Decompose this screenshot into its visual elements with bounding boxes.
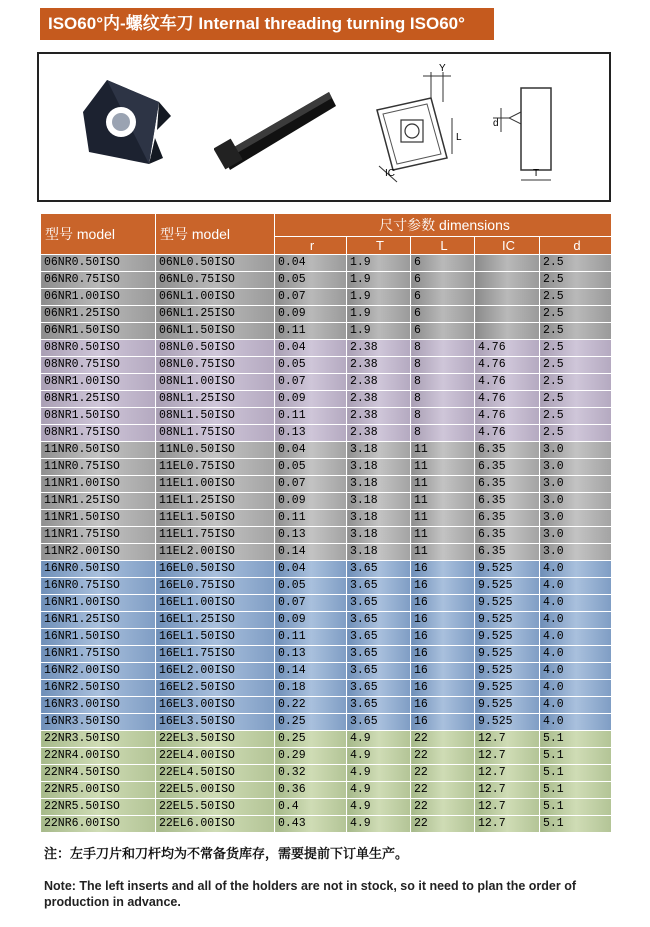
header-dimensions: 尺寸参数 dimensions bbox=[275, 214, 612, 237]
cell-l: 16 bbox=[411, 578, 475, 595]
table-row bbox=[41, 799, 612, 816]
cell-r: 0.04 bbox=[275, 561, 347, 578]
cell-model-right: 22NR3.50ISO bbox=[41, 731, 156, 748]
table-row bbox=[41, 731, 612, 748]
cell-model-left: 16EL3.00ISO bbox=[156, 697, 275, 714]
cell-model-right: 11NR1.75ISO bbox=[41, 527, 156, 544]
cell-ic: 12.7 bbox=[475, 731, 540, 748]
cell-ic: 4.76 bbox=[475, 357, 540, 374]
cell-model-right: 16NR0.75ISO bbox=[41, 578, 156, 595]
table-row bbox=[41, 748, 612, 765]
cell-t: 1.9 bbox=[347, 272, 411, 289]
cell-r: 0.4 bbox=[275, 799, 347, 816]
cell-model-left: 06NL1.50ISO bbox=[156, 323, 275, 340]
cell-d: 2.5 bbox=[540, 323, 612, 340]
cell-r: 0.29 bbox=[275, 748, 347, 765]
cell-ic bbox=[475, 306, 540, 323]
cell-t: 3.18 bbox=[347, 493, 411, 510]
cell-model-left: 16EL1.50ISO bbox=[156, 629, 275, 646]
table-row bbox=[41, 442, 612, 459]
cell-model-left: 16EL0.50ISO bbox=[156, 561, 275, 578]
cell-model-left: 11EL1.25ISO bbox=[156, 493, 275, 510]
cell-r: 0.09 bbox=[275, 306, 347, 323]
cell-model-right: 11NR0.50ISO bbox=[41, 442, 156, 459]
cell-l: 11 bbox=[411, 493, 475, 510]
cell-t: 1.9 bbox=[347, 323, 411, 340]
cell-d: 3.0 bbox=[540, 544, 612, 561]
threading-insert-image bbox=[79, 72, 179, 172]
cell-r: 0.09 bbox=[275, 391, 347, 408]
cell-model-right: 22NR4.00ISO bbox=[41, 748, 156, 765]
cell-ic: 6.35 bbox=[475, 442, 540, 459]
table-row bbox=[41, 306, 612, 323]
cell-r: 0.05 bbox=[275, 459, 347, 476]
cell-model-right: 16NR2.50ISO bbox=[41, 680, 156, 697]
header-d: d bbox=[540, 237, 612, 255]
cell-l: 22 bbox=[411, 765, 475, 782]
cell-ic: 4.76 bbox=[475, 340, 540, 357]
cell-d: 3.0 bbox=[540, 527, 612, 544]
cell-ic: 4.76 bbox=[475, 391, 540, 408]
cell-r: 0.14 bbox=[275, 663, 347, 680]
cell-model-left: 16EL2.50ISO bbox=[156, 680, 275, 697]
cell-r: 0.07 bbox=[275, 476, 347, 493]
cell-l: 6 bbox=[411, 272, 475, 289]
cell-model-right: 06NR0.50ISO bbox=[41, 255, 156, 272]
note-chinese: 注：左手刀片和刀杆均为不常备货库存，需要提前下订单生产。 bbox=[44, 847, 409, 862]
cell-model-left: 11EL1.75ISO bbox=[156, 527, 275, 544]
cell-ic bbox=[475, 272, 540, 289]
tool-holder-image bbox=[214, 84, 339, 179]
cell-t: 3.65 bbox=[347, 595, 411, 612]
cell-model-left: 22EL5.50ISO bbox=[156, 799, 275, 816]
cell-l: 8 bbox=[411, 374, 475, 391]
cell-d: 2.5 bbox=[540, 374, 612, 391]
label-y: Y bbox=[439, 63, 446, 74]
cell-model-right: 16NR3.00ISO bbox=[41, 697, 156, 714]
cell-ic: 9.525 bbox=[475, 578, 540, 595]
cell-ic: 9.525 bbox=[475, 561, 540, 578]
cell-d: 4.0 bbox=[540, 680, 612, 697]
cell-t: 1.9 bbox=[347, 255, 411, 272]
table-row bbox=[41, 697, 612, 714]
cell-model-right: 16NR0.50ISO bbox=[41, 561, 156, 578]
table-row bbox=[41, 323, 612, 340]
cell-d: 2.5 bbox=[540, 391, 612, 408]
cell-r: 0.07 bbox=[275, 374, 347, 391]
cell-t: 2.38 bbox=[347, 391, 411, 408]
cell-l: 11 bbox=[411, 442, 475, 459]
cell-d: 4.0 bbox=[540, 612, 612, 629]
cell-d: 3.0 bbox=[540, 510, 612, 527]
cell-model-left: 16EL2.00ISO bbox=[156, 663, 275, 680]
cell-l: 22 bbox=[411, 816, 475, 833]
table-row bbox=[41, 782, 612, 799]
cell-l: 11 bbox=[411, 459, 475, 476]
page-title: ISO60°内-螺纹车刀 Internal threading turning ISO60° bbox=[40, 8, 494, 40]
cell-t: 3.65 bbox=[347, 697, 411, 714]
cell-t: 3.18 bbox=[347, 544, 411, 561]
cell-l: 8 bbox=[411, 357, 475, 374]
cell-model-left: 22EL4.50ISO bbox=[156, 765, 275, 782]
cell-d: 2.5 bbox=[540, 340, 612, 357]
cell-t: 2.38 bbox=[347, 340, 411, 357]
cell-r: 0.11 bbox=[275, 408, 347, 425]
cell-t: 3.65 bbox=[347, 612, 411, 629]
cell-model-right: 22NR5.50ISO bbox=[41, 799, 156, 816]
cell-model-left: 08NL1.25ISO bbox=[156, 391, 275, 408]
table-row bbox=[41, 425, 612, 442]
cell-r: 0.04 bbox=[275, 442, 347, 459]
cell-ic: 6.35 bbox=[475, 544, 540, 561]
header-model-right: 型号 model bbox=[41, 214, 156, 255]
cell-l: 6 bbox=[411, 289, 475, 306]
cell-t: 3.65 bbox=[347, 663, 411, 680]
cell-l: 16 bbox=[411, 646, 475, 663]
cell-l: 11 bbox=[411, 527, 475, 544]
label-l: L bbox=[456, 132, 462, 143]
cell-ic: 6.35 bbox=[475, 510, 540, 527]
cell-t: 3.18 bbox=[347, 527, 411, 544]
cell-l: 6 bbox=[411, 306, 475, 323]
cell-model-right: 08NR0.50ISO bbox=[41, 340, 156, 357]
cell-t: 3.65 bbox=[347, 714, 411, 731]
cell-model-right: 22NR5.00ISO bbox=[41, 782, 156, 799]
table-row bbox=[41, 391, 612, 408]
table-row bbox=[41, 714, 612, 731]
table-row bbox=[41, 289, 612, 306]
cell-ic: 12.7 bbox=[475, 816, 540, 833]
cell-r: 0.36 bbox=[275, 782, 347, 799]
cell-d: 2.5 bbox=[540, 357, 612, 374]
cell-model-right: 16NR1.50ISO bbox=[41, 629, 156, 646]
cell-l: 16 bbox=[411, 697, 475, 714]
cell-model-left: 11EL1.00ISO bbox=[156, 476, 275, 493]
cell-ic: 6.35 bbox=[475, 527, 540, 544]
cell-model-right: 11NR2.00ISO bbox=[41, 544, 156, 561]
table-row bbox=[41, 578, 612, 595]
cell-l: 8 bbox=[411, 408, 475, 425]
cell-model-left: 08NL1.00ISO bbox=[156, 374, 275, 391]
cell-r: 0.11 bbox=[275, 510, 347, 527]
table-row bbox=[41, 459, 612, 476]
cell-t: 3.65 bbox=[347, 578, 411, 595]
cell-r: 0.07 bbox=[275, 289, 347, 306]
cell-r: 0.05 bbox=[275, 272, 347, 289]
cell-model-left: 11EL2.00ISO bbox=[156, 544, 275, 561]
cell-d: 5.1 bbox=[540, 782, 612, 799]
cell-model-left: 11EL0.75ISO bbox=[156, 459, 275, 476]
table-row bbox=[41, 272, 612, 289]
cell-d: 4.0 bbox=[540, 629, 612, 646]
cell-l: 22 bbox=[411, 731, 475, 748]
cell-l: 16 bbox=[411, 595, 475, 612]
cell-model-right: 08NR0.75ISO bbox=[41, 357, 156, 374]
cell-t: 3.65 bbox=[347, 646, 411, 663]
cell-r: 0.13 bbox=[275, 527, 347, 544]
cell-d: 2.5 bbox=[540, 272, 612, 289]
cell-l: 6 bbox=[411, 323, 475, 340]
cell-l: 22 bbox=[411, 799, 475, 816]
table-body bbox=[41, 255, 612, 833]
cell-t: 3.18 bbox=[347, 442, 411, 459]
cell-model-left: 11EL1.50ISO bbox=[156, 510, 275, 527]
table-row bbox=[41, 408, 612, 425]
cell-model-right: 11NR0.75ISO bbox=[41, 459, 156, 476]
cell-l: 6 bbox=[411, 255, 475, 272]
table-row bbox=[41, 544, 612, 561]
cell-model-right: 08NR1.00ISO bbox=[41, 374, 156, 391]
cell-ic: 9.525 bbox=[475, 646, 540, 663]
cell-ic: 9.525 bbox=[475, 697, 540, 714]
cell-model-left: 22EL3.50ISO bbox=[156, 731, 275, 748]
cell-r: 0.22 bbox=[275, 697, 347, 714]
cell-d: 5.1 bbox=[540, 816, 612, 833]
cell-model-right: 06NR0.75ISO bbox=[41, 272, 156, 289]
cell-d: 5.1 bbox=[540, 731, 612, 748]
table-row bbox=[41, 629, 612, 646]
cell-l: 16 bbox=[411, 612, 475, 629]
cell-ic: 9.525 bbox=[475, 663, 540, 680]
table-row bbox=[41, 595, 612, 612]
cell-t: 3.65 bbox=[347, 680, 411, 697]
table-row bbox=[41, 663, 612, 680]
cell-r: 0.09 bbox=[275, 493, 347, 510]
cell-l: 8 bbox=[411, 340, 475, 357]
cell-l: 8 bbox=[411, 425, 475, 442]
cell-d: 5.1 bbox=[540, 765, 612, 782]
cell-r: 0.11 bbox=[275, 323, 347, 340]
cell-d: 3.0 bbox=[540, 442, 612, 459]
cell-model-right: 08NR1.25ISO bbox=[41, 391, 156, 408]
header-model-left: 型号 model bbox=[156, 214, 275, 255]
table-row bbox=[41, 340, 612, 357]
cell-d: 4.0 bbox=[540, 663, 612, 680]
insert-dimension-drawing bbox=[357, 62, 467, 187]
cell-ic: 6.35 bbox=[475, 493, 540, 510]
product-images-panel bbox=[37, 52, 611, 202]
cell-t: 2.38 bbox=[347, 425, 411, 442]
cell-r: 0.13 bbox=[275, 425, 347, 442]
cell-ic bbox=[475, 323, 540, 340]
cell-ic: 9.525 bbox=[475, 629, 540, 646]
cell-t: 1.9 bbox=[347, 306, 411, 323]
cell-d: 3.0 bbox=[540, 493, 612, 510]
cell-model-left: 16EL1.00ISO bbox=[156, 595, 275, 612]
table-row bbox=[41, 476, 612, 493]
cell-model-left: 22EL5.00ISO bbox=[156, 782, 275, 799]
cell-l: 11 bbox=[411, 544, 475, 561]
cell-t: 3.18 bbox=[347, 476, 411, 493]
cell-model-left: 08NL1.75ISO bbox=[156, 425, 275, 442]
cell-t: 4.9 bbox=[347, 748, 411, 765]
side-view-drawing bbox=[479, 76, 589, 191]
cell-l: 22 bbox=[411, 782, 475, 799]
cell-l: 8 bbox=[411, 391, 475, 408]
table-row bbox=[41, 510, 612, 527]
cell-t: 2.38 bbox=[347, 374, 411, 391]
cell-ic: 12.7 bbox=[475, 748, 540, 765]
cell-l: 11 bbox=[411, 476, 475, 493]
cell-d: 3.0 bbox=[540, 476, 612, 493]
cell-model-left: 16EL1.75ISO bbox=[156, 646, 275, 663]
cell-l: 16 bbox=[411, 714, 475, 731]
cell-model-left: 16EL0.75ISO bbox=[156, 578, 275, 595]
cell-model-left: 11NL0.50ISO bbox=[156, 442, 275, 459]
cell-r: 0.32 bbox=[275, 765, 347, 782]
cell-d: 4.0 bbox=[540, 697, 612, 714]
cell-r: 0.05 bbox=[275, 578, 347, 595]
label-ic: IC bbox=[385, 168, 395, 179]
cell-model-left: 06NL0.75ISO bbox=[156, 272, 275, 289]
cell-t: 4.9 bbox=[347, 816, 411, 833]
cell-model-right: 16NR3.50ISO bbox=[41, 714, 156, 731]
cell-model-left: 08NL0.50ISO bbox=[156, 340, 275, 357]
table-row bbox=[41, 816, 612, 833]
cell-r: 0.09 bbox=[275, 612, 347, 629]
cell-r: 0.14 bbox=[275, 544, 347, 561]
cell-d: 2.5 bbox=[540, 289, 612, 306]
cell-ic: 12.7 bbox=[475, 765, 540, 782]
cell-d: 5.1 bbox=[540, 799, 612, 816]
specification-table bbox=[40, 213, 612, 833]
cell-ic: 12.7 bbox=[475, 799, 540, 816]
cell-r: 0.13 bbox=[275, 646, 347, 663]
cell-t: 3.18 bbox=[347, 459, 411, 476]
cell-r: 0.43 bbox=[275, 816, 347, 833]
header-ic: IC bbox=[475, 237, 540, 255]
cell-t: 1.9 bbox=[347, 289, 411, 306]
note-english: Note: The left inserts and all of the holders are not in stock, so it need to plan the order of production in advance. bbox=[44, 879, 577, 909]
table-row bbox=[41, 493, 612, 510]
cell-t: 3.18 bbox=[347, 510, 411, 527]
header-l: L bbox=[411, 237, 475, 255]
cell-model-left: 16EL3.50ISO bbox=[156, 714, 275, 731]
cell-model-right: 16NR1.00ISO bbox=[41, 595, 156, 612]
header-r: r bbox=[275, 237, 347, 255]
cell-l: 16 bbox=[411, 663, 475, 680]
cell-model-left: 06NL1.25ISO bbox=[156, 306, 275, 323]
cell-d: 4.0 bbox=[540, 561, 612, 578]
cell-model-left: 08NL0.75ISO bbox=[156, 357, 275, 374]
cell-r: 0.07 bbox=[275, 595, 347, 612]
cell-ic: 6.35 bbox=[475, 459, 540, 476]
cell-t: 4.9 bbox=[347, 799, 411, 816]
cell-d: 4.0 bbox=[540, 714, 612, 731]
cell-t: 3.65 bbox=[347, 629, 411, 646]
cell-model-right: 06NR1.00ISO bbox=[41, 289, 156, 306]
cell-ic: 4.76 bbox=[475, 425, 540, 442]
cell-ic: 9.525 bbox=[475, 595, 540, 612]
cell-model-left: 22EL4.00ISO bbox=[156, 748, 275, 765]
cell-ic bbox=[475, 255, 540, 272]
cell-model-right: 11NR1.50ISO bbox=[41, 510, 156, 527]
cell-r: 0.25 bbox=[275, 714, 347, 731]
cell-r: 0.04 bbox=[275, 340, 347, 357]
cell-ic: 9.525 bbox=[475, 714, 540, 731]
cell-r: 0.05 bbox=[275, 357, 347, 374]
cell-t: 2.38 bbox=[347, 408, 411, 425]
cell-r: 0.25 bbox=[275, 731, 347, 748]
cell-t: 3.65 bbox=[347, 561, 411, 578]
cell-d: 4.0 bbox=[540, 578, 612, 595]
cell-t: 4.9 bbox=[347, 731, 411, 748]
label-d: d bbox=[493, 118, 499, 129]
cell-ic bbox=[475, 289, 540, 306]
cell-t: 4.9 bbox=[347, 765, 411, 782]
cell-model-left: 22EL6.00ISO bbox=[156, 816, 275, 833]
table-row bbox=[41, 527, 612, 544]
cell-t: 4.9 bbox=[347, 782, 411, 799]
cell-model-right: 08NR1.50ISO bbox=[41, 408, 156, 425]
cell-model-right: 11NR1.00ISO bbox=[41, 476, 156, 493]
table-row bbox=[41, 374, 612, 391]
cell-d: 5.1 bbox=[540, 748, 612, 765]
cell-model-left: 08NL1.50ISO bbox=[156, 408, 275, 425]
cell-model-left: 06NL1.00ISO bbox=[156, 289, 275, 306]
cell-r: 0.11 bbox=[275, 629, 347, 646]
cell-ic: 9.525 bbox=[475, 680, 540, 697]
cell-model-right: 22NR4.50ISO bbox=[41, 765, 156, 782]
cell-l: 16 bbox=[411, 629, 475, 646]
cell-model-left: 06NL0.50ISO bbox=[156, 255, 275, 272]
table-row bbox=[41, 612, 612, 629]
table-row bbox=[41, 255, 612, 272]
cell-d: 4.0 bbox=[540, 595, 612, 612]
table-row bbox=[41, 357, 612, 374]
table-row bbox=[41, 561, 612, 578]
cell-d: 3.0 bbox=[540, 459, 612, 476]
cell-l: 16 bbox=[411, 561, 475, 578]
cell-model-right: 22NR6.00ISO bbox=[41, 816, 156, 833]
cell-model-right: 11NR1.25ISO bbox=[41, 493, 156, 510]
cell-model-right: 16NR2.00ISO bbox=[41, 663, 156, 680]
cell-d: 2.5 bbox=[540, 425, 612, 442]
cell-l: 16 bbox=[411, 680, 475, 697]
cell-model-right: 06NR1.25ISO bbox=[41, 306, 156, 323]
table-row bbox=[41, 765, 612, 782]
cell-model-left: 16EL1.25ISO bbox=[156, 612, 275, 629]
header-t: T bbox=[347, 237, 411, 255]
cell-t: 2.38 bbox=[347, 357, 411, 374]
cell-model-right: 16NR1.75ISO bbox=[41, 646, 156, 663]
cell-l: 11 bbox=[411, 510, 475, 527]
table-row bbox=[41, 646, 612, 663]
cell-ic: 4.76 bbox=[475, 374, 540, 391]
cell-r: 0.18 bbox=[275, 680, 347, 697]
cell-model-right: 08NR1.75ISO bbox=[41, 425, 156, 442]
cell-r: 0.04 bbox=[275, 255, 347, 272]
label-t: T bbox=[533, 168, 540, 179]
cell-ic: 4.76 bbox=[475, 408, 540, 425]
cell-ic: 12.7 bbox=[475, 782, 540, 799]
cell-l: 22 bbox=[411, 748, 475, 765]
table-row bbox=[41, 680, 612, 697]
cell-ic: 9.525 bbox=[475, 612, 540, 629]
cell-d: 2.5 bbox=[540, 408, 612, 425]
cell-d: 4.0 bbox=[540, 646, 612, 663]
cell-model-right: 16NR1.25ISO bbox=[41, 612, 156, 629]
cell-ic: 6.35 bbox=[475, 476, 540, 493]
cell-d: 2.5 bbox=[540, 255, 612, 272]
cell-d: 2.5 bbox=[540, 306, 612, 323]
cell-model-right: 06NR1.50ISO bbox=[41, 323, 156, 340]
